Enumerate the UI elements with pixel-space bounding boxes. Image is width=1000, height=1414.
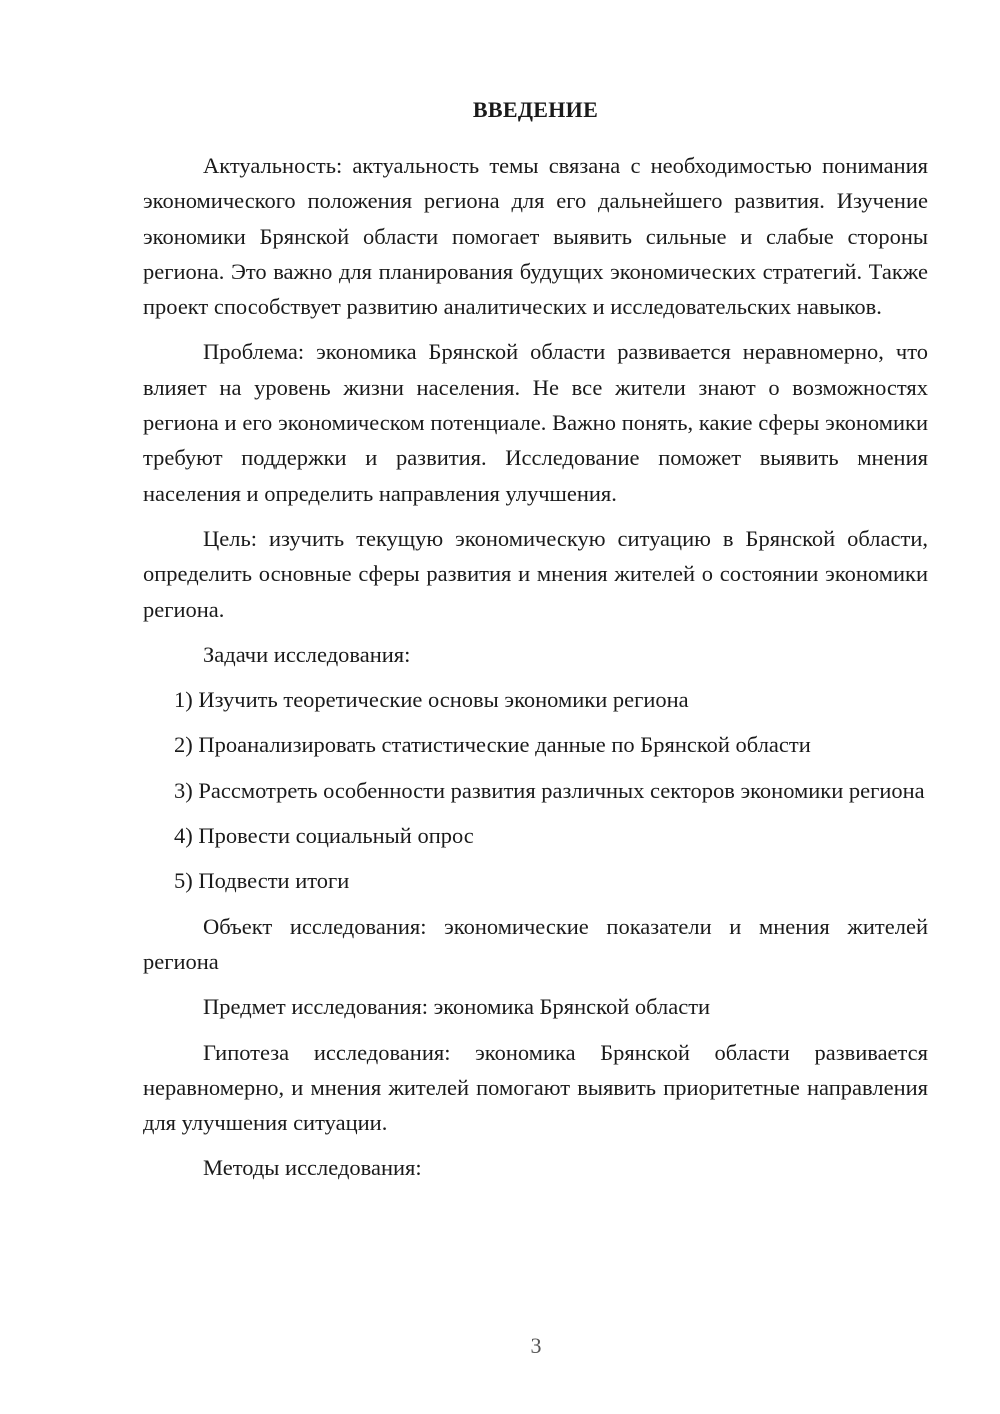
- subject-paragraph: Предмет исследования: экономика Брянской области: [203, 994, 711, 1020]
- relevance-paragraph: Актуальность: актуальность темы связана с необходимостью понимания экономического положения региона для его дальнейшего развития. Изучение экономики Брянской области помогает выявить сильные и слабые стороны региона. Это важно для планирования будущих экономических стратегий. Также проект способствует развитию аналитических и исследовательских навыков.: [143, 153, 928, 320]
- object-paragraph: Объект исследования: экономические показатели и мнения жителей региона: [143, 913, 928, 974]
- methods-label: Методы исследования:: [203, 1155, 422, 1181]
- tasks-label: Задачи исследования:: [203, 641, 411, 667]
- section-heading: ВВЕДЕНИЕ: [472, 97, 599, 122]
- task-item-5: 5) Подвести итоги: [174, 868, 350, 894]
- task-item-4: 4) Провести социальный опрос: [174, 823, 474, 849]
- document-page: [143, 96, 928, 1196]
- goal-paragraph: Цель: изучить текущую экономическую ситуацию в Брянской области, определить основные сферы развития и мнения жителей о состоянии экономики региона.: [143, 525, 928, 622]
- task-item-3: 3) Рассмотреть особенности развития различных секторов экономики региона: [174, 777, 925, 803]
- hypothesis-paragraph: Гипотеза исследования: экономика Брянской области развивается неравномерно, и мнения жителей помогают выявить приоритетные направления для улучшения ситуации.: [143, 1039, 928, 1136]
- task-item-2: 2) Проанализировать статистические данные по Брянской области: [174, 732, 811, 758]
- page-number: 3: [530, 1333, 542, 1358]
- problem-paragraph: Проблема: экономика Брянской области развивается неравномерно, что влияет на уровень жизни населения. Не все жители знают о возможностях региона и его экономическом потенциале. Важно понять, какие сферы экономики требуют поддержки и развития. Исследование поможет выявить мнения населения и определить направления улучшения.: [143, 339, 928, 506]
- task-item-1: 1) Изучить теоретические основы экономики региона: [174, 687, 689, 713]
